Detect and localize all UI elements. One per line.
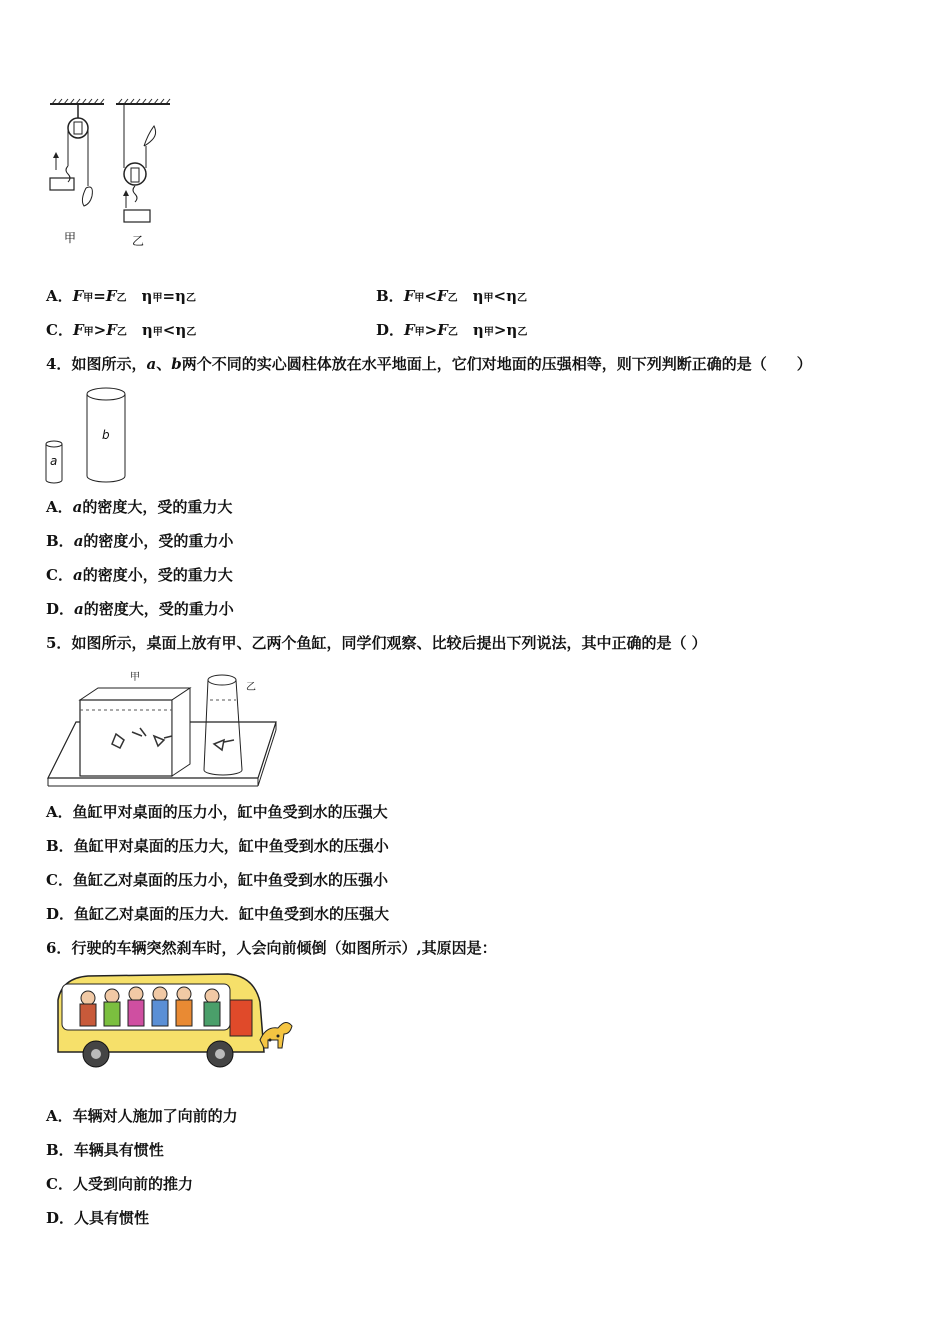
q3-option-a [46,286,196,309]
q4-option-c [46,565,233,585]
option-letter: D． [376,321,405,339]
subscript: 甲 [483,293,494,304]
symbol-eta: η [472,321,484,339]
option-letter: A． [46,1107,73,1125]
option-letter: B． [46,1141,74,1159]
option-letter: A． [46,498,73,516]
symbol-f: F [437,321,448,339]
option-letter: C． [46,321,73,339]
option-letter: D． [46,600,75,618]
option-letter: B． [46,837,74,855]
subscript: 乙 [186,327,197,338]
stem-text: 两个不同的实心圆柱体放在水平地面上，它们对地面的压强相等，则下列判断正确的是（ ） [181,355,812,373]
subscript: 乙 [116,327,127,338]
symbol-f: F [72,321,84,339]
option-letter: A． [46,287,73,305]
subscript: 甲 [152,293,163,304]
option-letter: D． [46,1209,75,1227]
option-text: 车辆具有惯性 [73,1141,164,1159]
option-text: 鱼缸乙对桌面的压力大．缸中鱼受到水的压强大 [74,905,390,923]
var-a: a [72,566,83,584]
relation: > [93,321,107,339]
q5-stem [46,633,707,653]
q5-option-a [46,802,388,822]
q4-option-b [46,531,233,551]
symbol-eta: η [506,321,518,339]
q3-option-d [376,320,527,343]
subscript: 乙 [447,327,458,338]
tank-jia-label: 甲 [130,672,140,683]
figure-label-jia: 甲 [64,231,77,245]
cylinder-a-label: a [50,454,58,468]
q6-option-b [46,1140,164,1160]
symbol-f: F [105,287,117,305]
symbol-f: F [72,287,84,305]
separator: 、 [156,355,172,373]
figure-label-yi: 乙 [132,234,145,248]
stem-text: 如图所示，桌面上放有甲、乙两个鱼缸，同学们观察、比较后提出下列说法，其中正确的是（ ） [71,634,707,652]
option-letter: B． [46,532,74,550]
relation: < [493,287,507,305]
symbol-eta: η [175,321,187,339]
stem-text: 行驶的车辆突然刹车时，人会向前倾倒（如图所示）,其原因是： [71,939,497,957]
symbol-f: F [106,321,117,339]
symbol-eta: η [141,321,153,339]
question-number: 6． [46,939,72,957]
symbol-eta: η [506,287,517,305]
symbol-f: F [403,287,415,305]
option-letter: C． [46,566,73,584]
braking-bus-figure [52,970,302,1074]
option-letter: A． [46,803,73,821]
option-letter: C． [46,871,73,889]
relation: = [93,287,106,305]
option-letter: D． [46,905,75,923]
symbol-eta: η [472,287,484,305]
option-text: 鱼缸甲对桌面的压力大，缸中鱼受到水的压强小 [73,837,389,855]
option-text: 人受到向前的推力 [72,1175,193,1193]
var-a: a [146,355,157,373]
pulley-figure [46,96,176,246]
q3-option-b [376,286,527,309]
subscript: 乙 [516,293,527,304]
relation: < [424,287,437,305]
q3-option-c [46,320,196,343]
subscript: 乙 [116,293,127,304]
var-a: a [73,532,84,550]
subscript: 甲 [83,293,94,304]
q6-stem [46,938,497,958]
option-text: 的密度大，受的重力小 [83,600,234,618]
subscript: 甲 [152,327,163,338]
subscript: 甲 [83,327,94,338]
var-a: a [72,498,83,516]
question-number: 4． [46,355,72,373]
option-text: 车辆对人施加了向前的力 [72,1107,238,1125]
subscript: 甲 [414,293,425,304]
tank-yi-label: 乙 [246,682,256,693]
q6-option-a [46,1106,238,1126]
subscript: 乙 [185,293,196,304]
q4-option-d [46,599,234,619]
relation: < [162,321,176,339]
option-text: 的密度小，受的重力大 [82,566,233,584]
q6-option-c [46,1174,193,1194]
q5-option-c [46,870,388,890]
option-text: 鱼缸乙对桌面的压力小，缸中鱼受到水的压强小 [72,871,388,889]
subscript: 甲 [414,327,425,338]
relation: > [493,321,507,339]
q4-option-a [46,497,232,517]
q4-stem [46,354,812,374]
symbol-f: F [436,287,448,305]
var-a: a [74,600,84,618]
option-text: 鱼缸甲对桌面的压力小，缸中鱼受到水的压强大 [72,803,388,821]
var-b: b [171,355,182,373]
symbol-f: F [404,321,415,339]
option-text: 的密度小，受的重力小 [83,532,234,550]
option-letter: C． [46,1175,73,1193]
relation: > [424,321,438,339]
symbol-eta: η [175,287,186,305]
cylinders-figure [44,386,134,486]
fish-tank-figure [46,666,280,790]
q5-option-d [46,904,389,924]
option-text: 人具有惯性 [74,1209,150,1227]
stem-text: 如图所示， [71,355,147,373]
option-text: 的密度大，受的重力大 [82,498,233,516]
question-number: 5． [46,634,72,652]
symbol-eta: η [141,287,153,305]
q5-option-b [46,836,389,856]
option-letter: B． [376,287,404,305]
subscript: 乙 [447,293,458,304]
subscript: 甲 [483,327,494,338]
q6-option-d [46,1208,149,1228]
cylinder-b-label: b [102,428,110,442]
subscript: 乙 [517,327,528,338]
relation: = [162,287,176,305]
